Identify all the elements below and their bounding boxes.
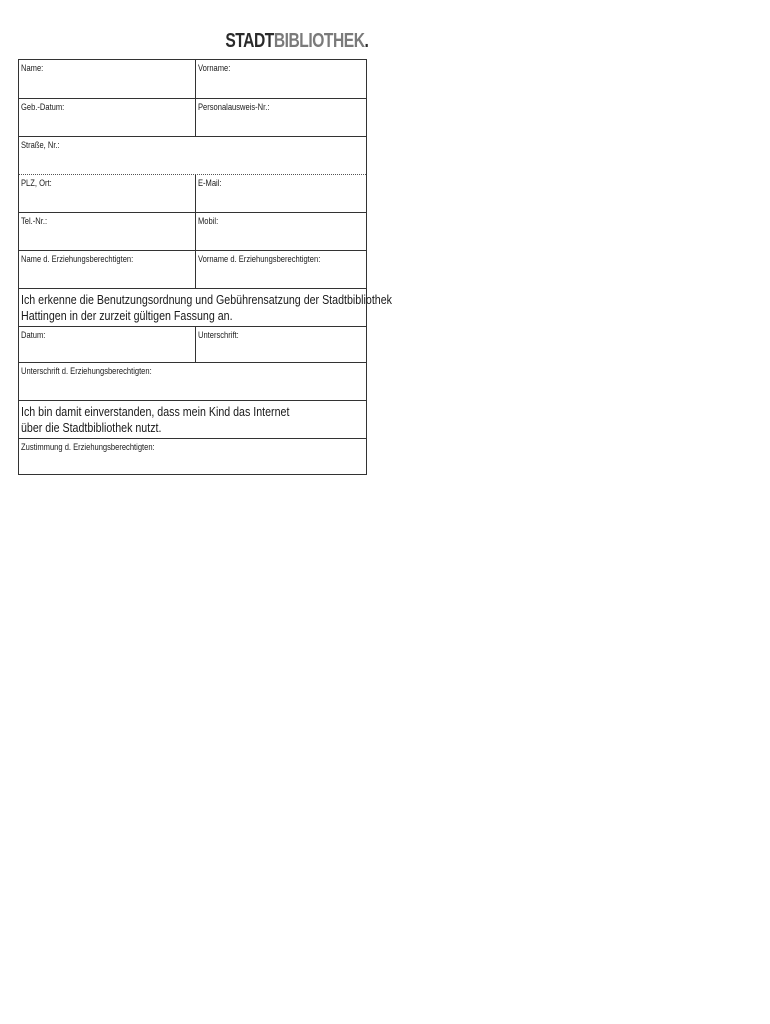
guardian-signature-field[interactable] [19,363,366,400]
row-guardian-signature [19,362,366,400]
terms-statement [21,292,392,324]
email-label: E-Mail: [198,178,222,188]
guardian-consent-field[interactable] [19,439,366,474]
row-strasse [19,136,366,174]
logo-word-stadt: STADT [224,30,274,52]
row-datum [19,326,366,362]
plz-ort-label: PLZ, Ort: [21,178,52,188]
geb-datum-field[interactable] [19,99,195,136]
row-plz-ort [19,174,366,212]
row-geb-datum [19,98,366,136]
guardian-consent-label: Zustimmung d. Erziehungsberechtigten: [21,442,155,452]
mobil-field[interactable] [195,213,366,250]
guardian-signature-label: Unterschrift d. Erziehungsberechtigten: [21,366,152,376]
terms-statement-line1: Ich erkenne die Benutzungsordnung und Gebührensatzung der Stadtbibliothek [21,292,392,307]
datum-label: Datum: [21,330,46,340]
row-statement-terms [19,288,392,326]
internet-statement [21,404,289,436]
unterschrift-field[interactable] [195,327,366,362]
strasse-label: Straße, Nr.: [21,140,60,150]
personalausweis-label: Personalausweis-Nr.: [198,102,270,112]
tel-field[interactable] [19,213,195,250]
name-field[interactable] [19,60,195,98]
guardian-vorname-field[interactable] [195,251,366,288]
logo-word-bibliothek: BIBLIOTHEK [273,30,365,52]
vorname-field[interactable] [195,60,366,98]
vorname-label: Vorname: [198,63,231,73]
registration-form [18,59,392,475]
internet-statement-line2: über die Stadtbibliothek nutzt. [21,420,162,435]
unterschrift-label: Unterschrift: [198,330,239,340]
mobil-label: Mobil: [198,216,219,226]
name-label: Name: [21,63,44,73]
strasse-field[interactable] [19,137,366,174]
logo-dot: . [364,30,368,52]
guardian-vorname-label: Vorname d. Erziehungsberechtigten: [198,254,321,264]
stadtbibliothek-logo [225,30,368,52]
geb-datum-label: Geb.-Datum: [21,102,65,112]
guardian-name-field[interactable] [19,251,195,288]
row-tel [19,212,366,250]
tel-label: Tel.-Nr.: [21,216,48,226]
datum-field[interactable] [19,327,195,362]
internet-statement-line1: Ich bin damit einverstanden, dass mein Kind das Internet [21,404,290,419]
guardian-name-label: Name d. Erziehungsberechtigten: [21,254,134,264]
personalausweis-field[interactable] [195,99,366,136]
row-statement-internet [19,400,366,438]
plz-ort-field[interactable] [19,175,195,212]
email-field[interactable] [195,175,366,212]
row-name [19,60,366,98]
terms-statement-line2: Hattingen in der zurzeit gültigen Fassung an. [21,308,233,323]
row-guardian [19,250,366,288]
row-guardian-consent [19,438,366,474]
